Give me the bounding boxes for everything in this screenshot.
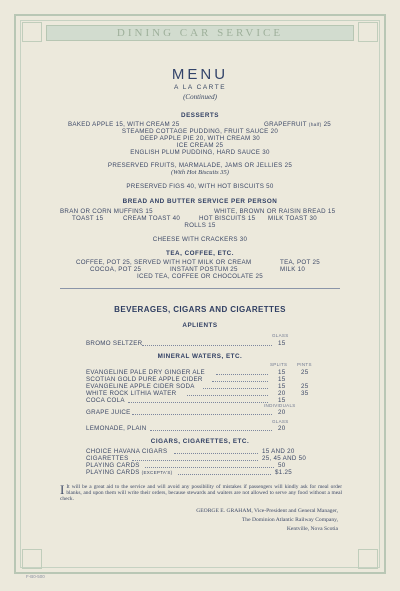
continued-note: (Continued) [183,93,217,101]
rolls: ROLLS 15 [184,222,216,229]
bread-heading: BREAD AND BUTTER SERVICE PER PERSON [122,198,278,205]
milk-toast: MILK TOAST 30 [268,215,317,222]
bromo-seltzer: BROMO SELTZER [86,340,143,347]
lemonade: LEMONADE, PLAIN [86,425,147,432]
mineral-item-split: 15 [278,376,286,383]
lemonade-price: 20 [278,425,286,432]
bromo-price: 15 [278,340,286,347]
cottage-pudding: STEAMED COTTAGE PUDDING, FRUIT SAUCE 20 [121,128,279,135]
print-code: F-B0-500 [26,574,45,579]
beverages-heading: BEVERAGES, CIGARS AND CIGARETTES [114,305,286,314]
grape-juice: GRAPE JUICE [86,409,131,416]
mineral-item-name: COCA COLA [86,397,125,404]
leader-dots [132,460,258,461]
leader-dots [145,467,274,468]
desserts-heading: DESSERTS [181,112,219,119]
hot-biscuits-note: (With Hot Biscuits 35) [171,169,229,176]
leader-dots [187,395,268,396]
mineral-heading: MINERAL WATERS, ETC. [157,353,243,360]
white-bread: WHITE, BROWN OR RAISIN BREAD 15 [214,208,336,215]
cream-toast: CREAM TOAST 40 [123,215,181,222]
baked-apple: BAKED APPLE 15, WITH CREAM 25 [68,121,180,128]
divider [60,288,340,289]
corner-ornament [22,549,42,569]
service-note [60,484,342,502]
corner-ornament [358,549,378,569]
preserved-fruits: PRESERVED FRUITS, MARMALADE, JAMS OR JELLIES 25 [107,162,293,169]
leader-dots [203,388,268,389]
cocoa-pot: COCOA, POT 25 [90,266,142,273]
splits-label: SPLITS [270,362,288,367]
plum-pudding: ENGLISH PLUM PUDDING, HARD SAUCE 30 [130,149,270,156]
apple-pie: DEEP APPLE PIE 20, WITH CREAM 30 [140,135,260,142]
mineral-item-split: 15 [278,383,286,390]
leader-dots [178,474,271,475]
leader-dots [128,402,268,403]
preserved-figs: PRESERVED FIGS 40, WITH HOT BISCUITS 50 [126,183,274,190]
leader-dots [216,374,268,375]
mineral-item-name: SCOTIAN GOLD PURE APPLE CIDER [86,376,203,383]
mineral-item-split: 20 [278,390,286,397]
cigar-item-qualifier: (EXCEPTA'S) [141,470,173,475]
tea-heading: TEA, COFFEE, ETC. [166,250,234,257]
cigar-item-price: 15 AND 20 [262,448,295,455]
cigar-item-name: PLAYING CARDS [86,462,140,469]
cigar-item-name: CHOICE HAVANA CIGARS [86,448,168,455]
toast: TOAST 15 [72,215,104,222]
mineral-item-pint: 25 [301,383,309,390]
mineral-item-split: 15 [278,369,286,376]
mineral-item-pint: 25 [301,369,309,376]
leader-dots [174,453,258,454]
glass-label-2: GLASS [272,419,289,424]
coffee-pot: COFFEE, POT 25, SERVED WITH HOT MILK OR CREAM [76,259,252,266]
mineral-item-split: 15 [278,397,286,404]
cheese-crackers: CHEESE WITH CRACKERS 30 [152,236,248,243]
a-la-carte: A LA CARTE [173,84,227,91]
corner-ornament [22,22,42,42]
mineral-item-name: WHITE ROCK LITHIA WATER [86,390,177,397]
grape-price: 20 [278,409,286,416]
cigar-item-price: 25, 45 AND 50 [262,455,307,462]
signature-line-3: Kentville, Nova Scotia [286,526,338,532]
mineral-item-pint: 35 [301,390,309,397]
hot-biscuits: HOT BISCUITS 15 [199,215,256,222]
bran-muffins: BRAN OR CORN MUFFINS 15 [60,208,153,215]
service-note-text: It will be a great aid to the service and will avoid any possibility of mistakes if passengers will kindly ask for meal order blanks, and upon them will write their orders, because stewards and waiters are not allowed to serve any food without a meal check. [60,484,342,502]
leader-dots [212,381,268,382]
signature-line-1: GEORGE E. GRAHAM, Vice-President and General Manager, [196,508,338,514]
cigar-item-name: CIGARETTES [86,455,129,462]
corner-ornament [358,22,378,42]
iced-tea: ICED TEA, COFFEE OR CHOCOLATE 25 [137,273,263,280]
dining-car-banner: DINING CAR SERVICE [46,25,354,41]
ice-cream: ICE CREAM 25 [176,142,224,149]
individuals-label: INDIVIDUALS [264,403,296,408]
pints-label: PINTS [297,362,312,367]
aplients-heading: APLIENTS [182,322,218,329]
leader-dots [150,430,272,431]
cigar-item-price: 50 [278,462,286,469]
leader-dots [132,414,272,415]
signature-line-2: The Dominion Atlantic Railway Company, [241,517,338,523]
cigar-item-price: $1.25 [275,469,292,476]
mineral-item-name: EVANGELINE PALE DRY GINGER ALE [86,369,205,376]
menu-title: MENU [171,66,229,83]
mineral-item-name: EVANGELINE APPLE CIDER SODA [86,383,195,390]
leader-dots [142,345,272,346]
glass-label: GLASS [272,333,289,338]
cigar-item-name: PLAYING CARDS (EXCEPTA'S) [86,469,173,476]
cigars-heading: CIGARS, CIGARETTES, ETC. [150,438,250,445]
milk: MILK 10 [280,266,306,273]
tea-pot: TEA, POT 25 [280,259,320,266]
drop-cap: I [60,482,65,497]
instant-postum: INSTANT POSTUM 25 [170,266,238,273]
grapefruit: GRAPEFRUIT (half) 25 [264,121,332,128]
